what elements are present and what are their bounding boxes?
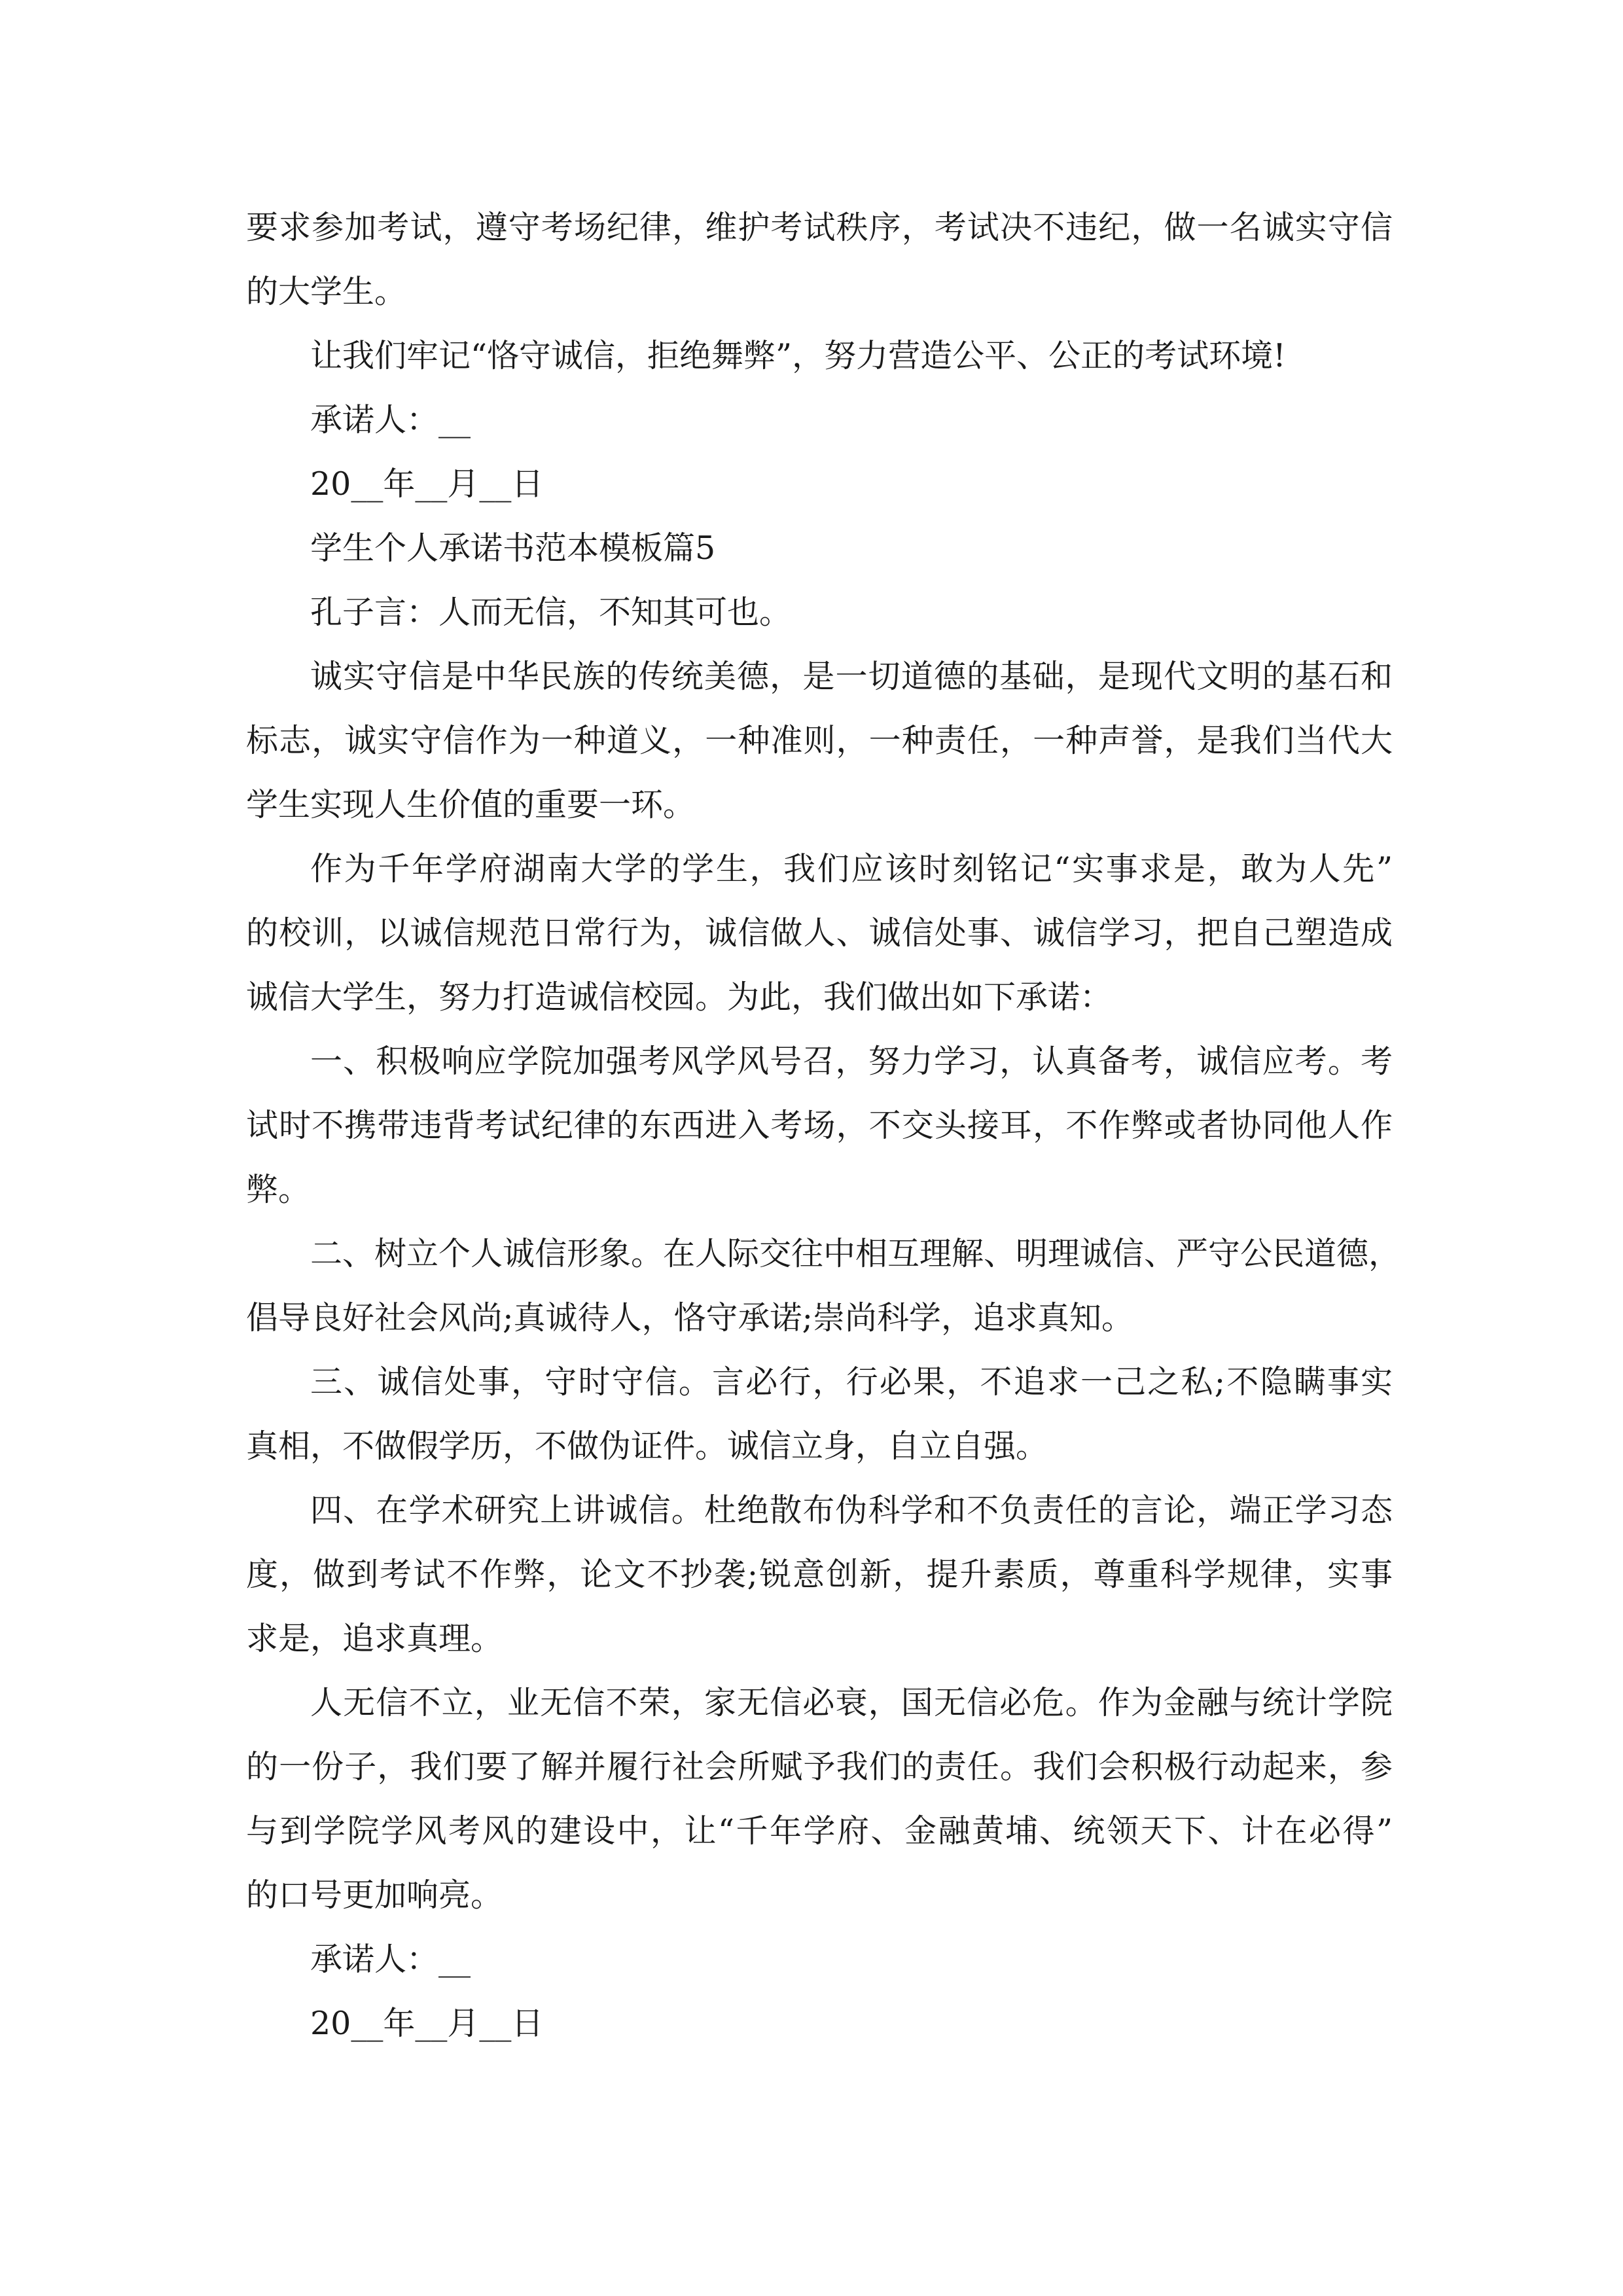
text-line: 学生实现人生价值的重要一环。 bbox=[246, 786, 696, 823]
text-line: 三、诚信处事，守时守信。言必行，行必果，不追求一己之私;不隐瞒事实 bbox=[310, 1363, 1393, 1401]
signer-line: 承诺人：__ bbox=[310, 401, 471, 439]
signer-line: 承诺人：__ bbox=[310, 1941, 471, 1978]
date-line: 20__年__月__日 bbox=[310, 2005, 544, 2042]
text-line: 与到学院学风考风的建设中，让“千年学府、金融黄埔、统领天下、计在必得” bbox=[246, 1812, 1393, 1850]
text-line: 人无信不立，业无信不荣，家无信必衰，国无信必危。作为金融与统计学院 bbox=[310, 1684, 1393, 1721]
text-line: 作为千年学府湖南大学的学生，我们应该时刻铭记“实事求是，敢为人先” bbox=[310, 850, 1393, 888]
slogan-line: 让我们牢记“恪守诚信，拒绝舞弊”，努力营造公平、公正的考试环境! bbox=[310, 337, 1286, 374]
text-line: 诚信大学生，努力打造诚信校园。为此，我们做出如下承诺： bbox=[246, 978, 1113, 1016]
text-line: 的校训，以诚信规范日常行为，诚信做人、诚信处事、诚信学习，把自己塑造成 bbox=[246, 914, 1393, 952]
text-line: 弊。 bbox=[246, 1171, 311, 1208]
text-line: 二、树立个人诚信形象。在人际交往中相互理解、明理诚信、严守公民道德， bbox=[310, 1235, 1401, 1272]
text-line: 的大学生。 bbox=[246, 273, 407, 310]
text-line: 的口号更加响亮。 bbox=[246, 1876, 503, 1914]
text-line: 要求参加考试，遵守考场纪律，维护考试秩序，考试决不违纪，做一名诚实守信 bbox=[246, 209, 1393, 246]
section-title: 学生个人承诺书范本模板篇5 bbox=[310, 529, 716, 567]
text-line: 的一份子，我们要了解并履行社会所赋予我们的责任。我们会积极行动起来，参 bbox=[246, 1748, 1393, 1785]
text-line: 度，做到考试不作弊，论文不抄袭;锐意创新，提升素质，尊重科学规律，实事 bbox=[246, 1556, 1393, 1593]
date-line: 20__年__月__日 bbox=[310, 465, 544, 503]
text-line: 倡导良好社会风尚;真诚待人，恪守承诺;崇尚科学，追求真知。 bbox=[246, 1299, 1134, 1336]
text-line: 求是，追求真理。 bbox=[246, 1620, 503, 1657]
text-line: 真相，不做假学历，不做伪证件。诚信立身，自立自强。 bbox=[246, 1427, 1048, 1465]
quote-line: 孔子言：人而无信，不知其可也。 bbox=[310, 594, 792, 631]
text-line: 试时不携带违背考试纪律的东西进入考场，不交头接耳，不作弊或者协同他人作 bbox=[246, 1107, 1393, 1144]
text-line: 四、在学术研究上讲诚信。杜绝散布伪科学和不负责任的言论，端正学习态 bbox=[310, 1492, 1393, 1529]
text-line: 一、积极响应学院加强考风学风号召，努力学习，认真备考，诚信应考。考 bbox=[310, 1043, 1393, 1080]
text-line: 诚实守信是中华民族的传统美德，是一切道德的基础，是现代文明的基石和 bbox=[310, 658, 1393, 695]
text-line: 标志，诚实守信作为一种道义，一种准则，一种责任，一种声誉，是我们当代大 bbox=[246, 722, 1393, 759]
